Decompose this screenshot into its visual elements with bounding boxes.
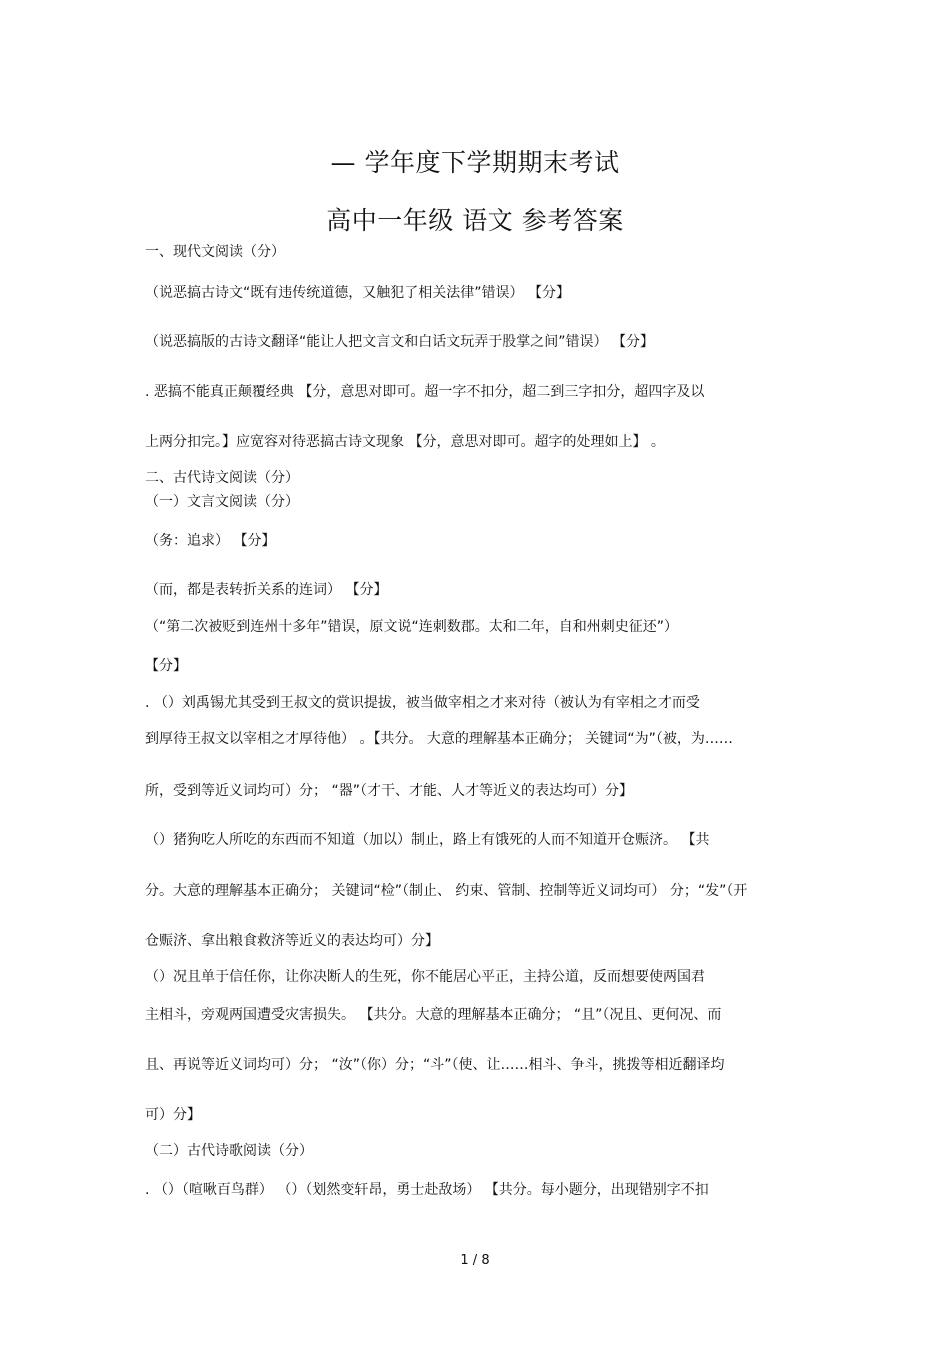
section-heading: 一、现代文阅读（分） <box>145 244 285 260</box>
answer-line: 所，受到等近义词均可）分； “器”（才干、才能、人才等近义的表达均可）分】 <box>145 783 633 799</box>
answer-line: （“第二次被贬到连州十多年”错误，原文说“连刺数郡。太和二年，自和州刺史征还”） <box>145 619 679 635</box>
answer-line: 到厚待王叔文以宰相之才厚待他） 。【共分。 大意的理解基本正确分； 关键词“为”（被，为…… <box>145 731 733 747</box>
answer-line: . （）刘禹锡尤其受到王叔文的赏识提拔，被当做宰相之才来对待（被认为有宰相之才而受 <box>145 695 700 711</box>
document-subtitle: 高中一年级 语文 参考答案 <box>326 206 624 235</box>
answer-line: （说恶搞古诗文“既有违传统道德，又触犯了相关法律”错误） 【分】 <box>145 285 570 301</box>
document-title: — 学年度下学期期末考试 <box>330 148 620 177</box>
answer-line: 主相斗，旁观两国遭受灾害损失。 【共分。大意的理解基本正确分； “且”（况且、更何况、而 <box>145 1007 722 1023</box>
answer-line: 且、再说等近义词均可）分； “汝”（你）分；“斗”（使、让……相斗、争斗，挑拨等相近翻译均 <box>145 1057 725 1073</box>
answer-line: . （）（喧啾百鸟群） （）（划然变轩昂，勇士赴敌场） 【共分。每小题分，出现错别字不扣 <box>145 1182 709 1198</box>
answer-line: （）猪狗吃人所吃的东西而不知道（加以）制止，路上有饿死的人而不知道开仓赈济。 【共 <box>145 832 710 848</box>
page-number: 1 / 8 <box>460 1253 490 1268</box>
answer-line: （说恶搞版的古诗文翻译“能让人把文言文和白话文玩弄于股掌之间”错误） 【分】 <box>145 334 654 350</box>
answer-line: 仓赈济、拿出粮食救济等近义的表达均可）分】 <box>145 933 439 949</box>
section-heading: 二、古代诗文阅读（分） <box>145 470 299 486</box>
answer-line: （）况且单于信任你，让你决断人的生死，你不能居心平正，主持公道，反而想要使两国君 <box>145 969 705 985</box>
answer-line: 【分】 <box>145 658 187 674</box>
answer-line: 可）分】 <box>145 1107 201 1123</box>
answer-line: 分。大意的理解基本正确分； 关键词“检”（制止、 约束、管制、控制等近义词均可） 分；“发”（开 <box>145 883 748 899</box>
answer-line: 上两分扣完。】应宽容对待恶搞古诗文现象 【分，意思对即可。超字的处理如上】 。 <box>145 434 665 450</box>
subsection-heading: （一）文言文阅读（分） <box>145 494 299 510</box>
answer-line: （务：追求） 【分】 <box>145 533 276 549</box>
subsection-heading: （二）古代诗歌阅读（分） <box>145 1143 313 1159</box>
answer-line: （而，都是表转折关系的连词） 【分】 <box>145 582 388 598</box>
answer-line: . 恶搞不能真正颠覆经典 【分，意思对即可。超一字不扣分，超二到三字扣分，超四字及以 <box>145 384 705 400</box>
